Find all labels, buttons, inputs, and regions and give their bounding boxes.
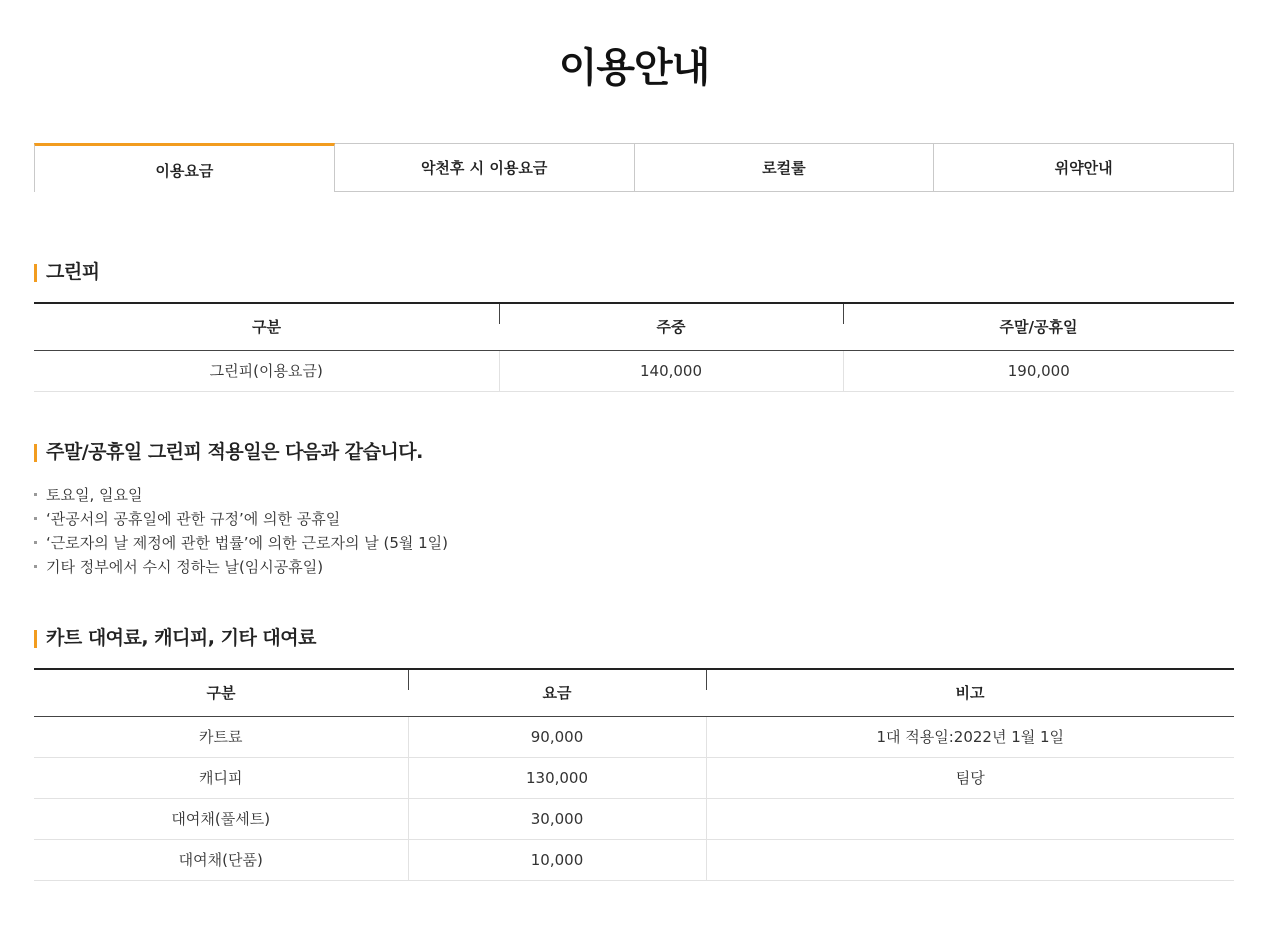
table-row [34,757,1234,798]
table-cell: 대여채(풀세트) [34,798,408,839]
table-row [34,350,1234,391]
column-header: 요금 [408,669,706,716]
table-row [34,839,1234,880]
table-cell: 190,000 [843,350,1234,391]
greenfee-table [34,302,1234,392]
rental-table [34,668,1234,881]
table-cell: 대여채(단품) [34,839,408,880]
table-cell: 30,000 [408,798,706,839]
holiday-list [34,483,448,579]
column-header: 구분 [34,669,408,716]
list-item: ‘관공서의 공휴일에 관한 규정’에 의한 공휴일 [34,507,448,531]
table-cell: 카트료 [34,716,408,757]
table-cell [706,798,1234,839]
tab-bad-weather-fees[interactable]: 악천후 시 이용요금 [335,143,635,192]
list-item: 기타 정부에서 수시 정하는 날(임시공휴일) [34,555,448,579]
section-title-holidays: 주말/공휴일 그린피 적용일은 다음과 같습니다. [34,441,423,463]
list-item: ‘근로자의 날 제정에 관한 법률’에 의한 근로자의 날 (5월 1일) [34,531,448,555]
column-header: 주중 [499,303,843,350]
table-cell: 10,000 [408,839,706,880]
table-cell: 140,000 [499,350,843,391]
table-cell: 130,000 [408,757,706,798]
table-cell: 1대 적용일:2022년 1월 1일 [706,716,1234,757]
table-row [34,716,1234,757]
tab-fees[interactable]: 이용요금 [34,143,335,192]
column-header: 비고 [706,669,1234,716]
tab-bar [34,143,1234,192]
section-title-rental: 카트 대여료, 캐디피, 기타 대여료 [34,627,316,649]
table-cell: 캐디피 [34,757,408,798]
column-header: 구분 [34,303,499,350]
table-header-row [34,303,1234,350]
section-title-greenfee: 그린피 [34,261,100,283]
table-cell: 팀당 [706,757,1234,798]
table-row [34,798,1234,839]
page-title: 이용안내 [558,45,710,91]
list-item: 토요일, 일요일 [34,483,448,507]
tab-cancellation[interactable]: 위약안내 [934,143,1234,192]
table-cell [706,839,1234,880]
table-header-row [34,669,1234,716]
column-header: 주말/공휴일 [843,303,1234,350]
tab-local-rules[interactable]: 로컬룰 [635,143,935,192]
table-cell: 90,000 [408,716,706,757]
table-cell: 그린피(이용요금) [34,350,499,391]
